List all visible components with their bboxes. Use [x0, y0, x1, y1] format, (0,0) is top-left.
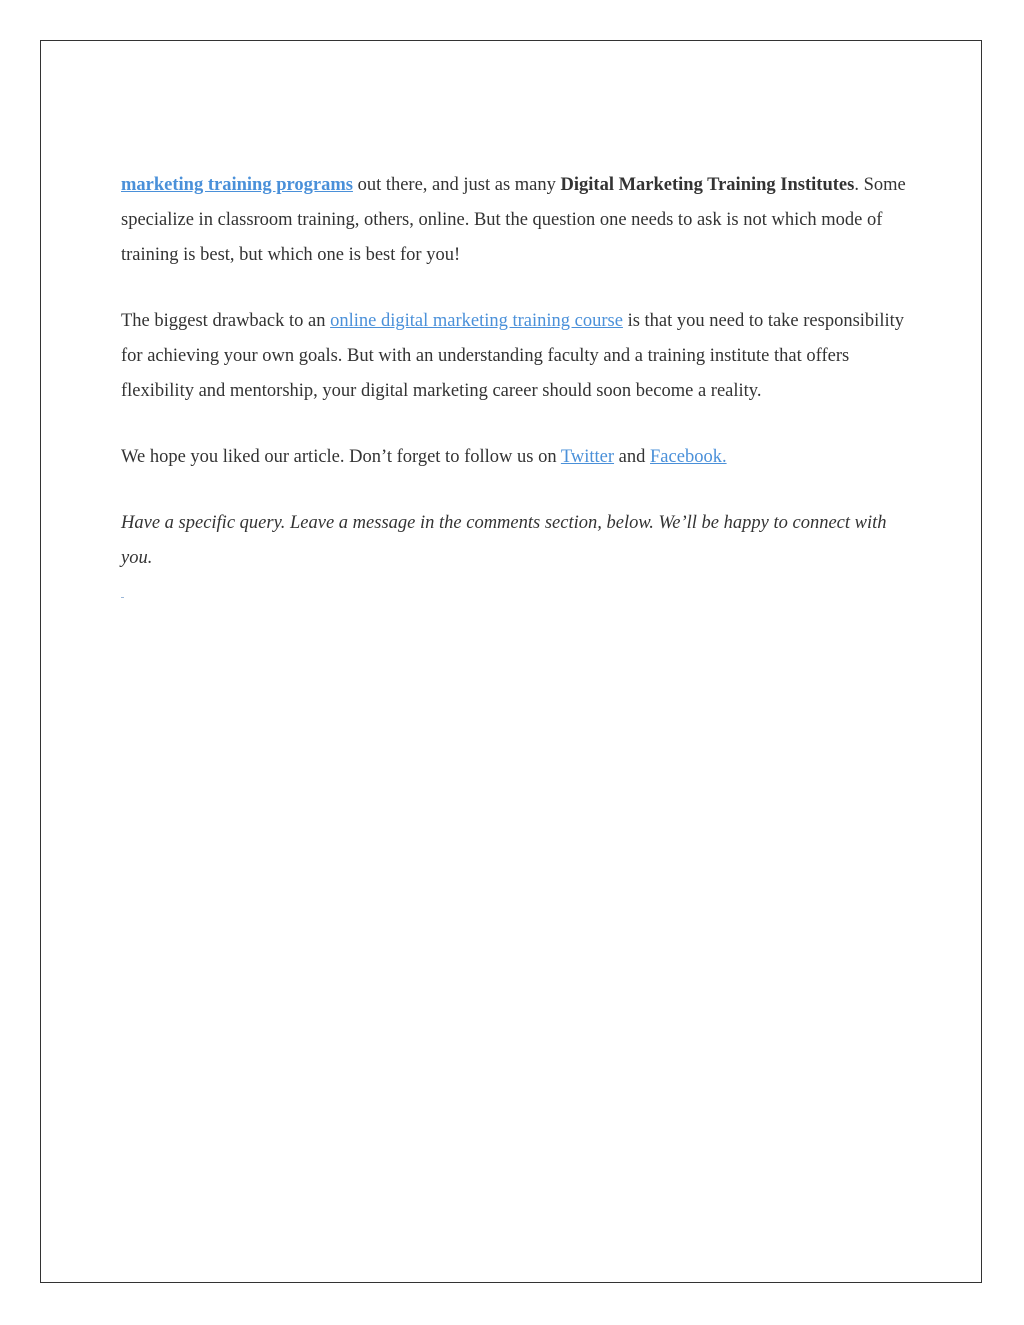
- online-course-link[interactable]: online digital marketing training course: [330, 311, 623, 331]
- facebook-link[interactable]: Facebook.: [650, 447, 727, 467]
- stray-mark: [121, 597, 124, 598]
- paragraph-query: Have a specific query. Leave a message in the comments section, below. We’ll be happy to connect with you.: [121, 513, 887, 568]
- marketing-training-programs-link[interactable]: marketing training programs: [121, 175, 353, 195]
- paragraph-text: and: [614, 447, 651, 467]
- paragraph-follow-us: [121, 440, 911, 475]
- paragraph-text: . Some specialize in classroom training, others, online. But the question one needs to ask is not which mode of training is best, but which one is best for you!: [121, 175, 906, 265]
- paragraph-text: out there, and just as many: [352, 175, 561, 195]
- paragraph-text: The biggest drawback to an: [121, 311, 331, 331]
- article-body: [121, 168, 911, 607]
- bold-institutes-text: Digital Marketing Training Institutes: [560, 175, 855, 195]
- paragraph-text: is that you need to take responsibility for achieving your own goals. But with an understanding faculty and a training institute that offers flexibility and mentorship, your digital marketing career should soon become a reality.: [121, 311, 904, 401]
- document-page: [40, 40, 982, 1283]
- paragraph-drawback: [121, 304, 911, 409]
- paragraph-training-programs: [121, 168, 911, 273]
- paragraph-text: We hope you liked our article. Don’t forget to follow us on: [121, 447, 561, 467]
- twitter-link[interactable]: Twitter: [560, 447, 615, 467]
